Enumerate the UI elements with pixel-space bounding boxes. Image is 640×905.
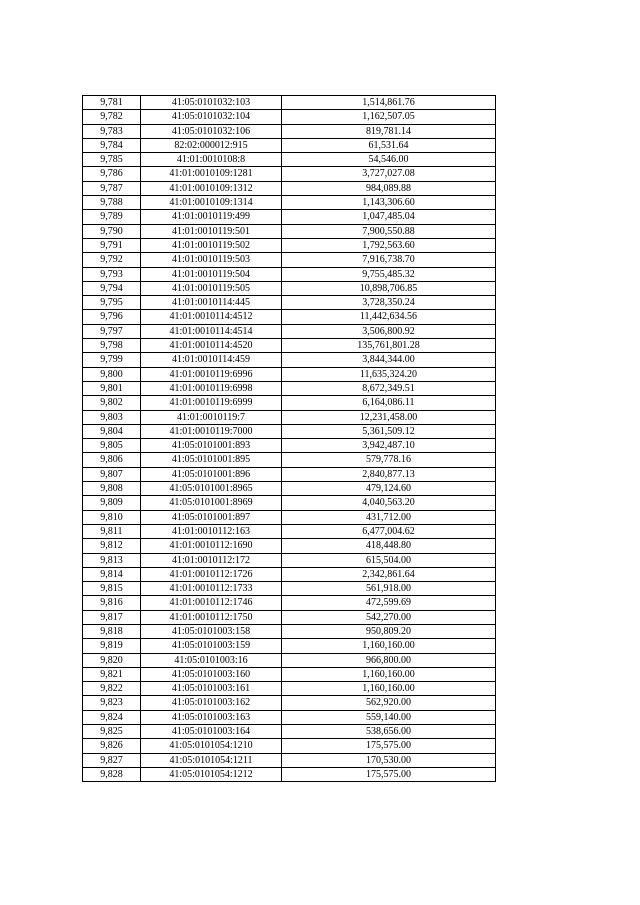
value-cell: 3,728,350.24 <box>282 296 496 310</box>
cadastral-number-cell: 41:01:0010114:4520 <box>141 339 282 353</box>
cadastral-number-cell: 41:01:0010114:4512 <box>141 310 282 324</box>
cadastral-number-cell: 41:05:0101003:162 <box>141 696 282 710</box>
cadastral-number-cell: 41:01:0010119:7000 <box>141 424 282 438</box>
table-row <box>83 267 496 281</box>
cadastral-number-cell: 41:05:0101001:897 <box>141 510 282 524</box>
table-row <box>83 167 496 181</box>
cadastral-number-cell: 41:01:0010119:502 <box>141 238 282 252</box>
cadastral-number-cell: 41:01:0010109:1281 <box>141 167 282 181</box>
table-row <box>83 553 496 567</box>
row-number-cell: 9,787 <box>83 181 141 195</box>
table-row <box>83 725 496 739</box>
cadastral-number-cell: 41:01:0010119:7 <box>141 410 282 424</box>
value-cell: 10,898,706.85 <box>282 281 496 295</box>
table-row <box>83 710 496 724</box>
cadastral-number-cell: 41:05:0101001:896 <box>141 467 282 481</box>
value-cell: 61,531.64 <box>282 138 496 152</box>
row-number-cell: 9,825 <box>83 725 141 739</box>
cadastral-number-cell: 41:01:0010112:163 <box>141 524 282 538</box>
cadastral-number-cell: 41:01:0010112:1750 <box>141 610 282 624</box>
value-cell: 1,792,563.60 <box>282 238 496 252</box>
cadastral-number-cell: 41:01:0010112:1726 <box>141 567 282 581</box>
row-number-cell: 9,823 <box>83 696 141 710</box>
table-row <box>83 639 496 653</box>
value-cell: 11,635,324.20 <box>282 367 496 381</box>
value-cell: 984,089.88 <box>282 181 496 195</box>
row-number-cell: 9,800 <box>83 367 141 381</box>
table-row <box>83 96 496 110</box>
cadastral-number-cell: 41:01:0010119:6999 <box>141 396 282 410</box>
row-number-cell: 9,783 <box>83 124 141 138</box>
row-number-cell: 9,818 <box>83 624 141 638</box>
cadastral-number-cell: 41:01:0010109:1312 <box>141 181 282 195</box>
row-number-cell: 9,799 <box>83 353 141 367</box>
value-cell: 561,918.00 <box>282 582 496 596</box>
row-number-cell: 9,808 <box>83 482 141 496</box>
row-number-cell: 9,792 <box>83 253 141 267</box>
table-row <box>83 482 496 496</box>
cadastral-number-cell: 41:05:0101001:893 <box>141 439 282 453</box>
value-cell: 2,840,877.13 <box>282 467 496 481</box>
row-number-cell: 9,781 <box>83 96 141 110</box>
cadastral-number-cell: 82:02:000012:915 <box>141 138 282 152</box>
row-number-cell: 9,804 <box>83 424 141 438</box>
value-cell: 431,712.00 <box>282 510 496 524</box>
row-number-cell: 9,788 <box>83 196 141 210</box>
cadastral-number-cell: 41:01:0010119:504 <box>141 267 282 281</box>
row-number-cell: 9,824 <box>83 710 141 724</box>
value-cell: 9,755,485.32 <box>282 267 496 281</box>
value-cell: 1,143,306.60 <box>282 196 496 210</box>
value-cell: 3,727,027.08 <box>282 167 496 181</box>
table-row <box>83 253 496 267</box>
row-number-cell: 9,784 <box>83 138 141 152</box>
row-number-cell: 9,809 <box>83 496 141 510</box>
row-number-cell: 9,782 <box>83 110 141 124</box>
cadastral-number-cell: 41:05:0101001:895 <box>141 453 282 467</box>
row-number-cell: 9,796 <box>83 310 141 324</box>
table-row <box>83 439 496 453</box>
value-cell: 1,160,160.00 <box>282 639 496 653</box>
table-row <box>83 410 496 424</box>
table-row <box>83 496 496 510</box>
row-number-cell: 9,811 <box>83 524 141 538</box>
value-cell: 559,140.00 <box>282 710 496 724</box>
table-row <box>83 624 496 638</box>
cadastral-number-cell: 41:05:0101054:1211 <box>141 753 282 767</box>
value-cell: 175,575.00 <box>282 739 496 753</box>
value-cell: 966,800.00 <box>282 653 496 667</box>
row-number-cell: 9,790 <box>83 224 141 238</box>
cadastral-number-cell: 41:05:0101054:1210 <box>141 739 282 753</box>
table-row <box>83 424 496 438</box>
table-row <box>83 324 496 338</box>
table-row <box>83 396 496 410</box>
value-cell: 6,477,004.62 <box>282 524 496 538</box>
row-number-cell: 9,786 <box>83 167 141 181</box>
table-row <box>83 367 496 381</box>
table-row <box>83 610 496 624</box>
table-row <box>83 110 496 124</box>
row-number-cell: 9,794 <box>83 281 141 295</box>
cadastral-number-cell: 41:01:0010112:172 <box>141 553 282 567</box>
cadastral-number-cell: 41:05:0101001:8969 <box>141 496 282 510</box>
row-number-cell: 9,805 <box>83 439 141 453</box>
cadastral-number-cell: 41:01:0010112:1690 <box>141 539 282 553</box>
row-number-cell: 9,812 <box>83 539 141 553</box>
cadastral-number-cell: 41:01:0010119:503 <box>141 253 282 267</box>
table-row <box>83 138 496 152</box>
table-row <box>83 310 496 324</box>
row-number-cell: 9,827 <box>83 753 141 767</box>
cadastral-number-cell: 41:01:0010119:6998 <box>141 381 282 395</box>
table-row <box>83 582 496 596</box>
table-row <box>83 210 496 224</box>
cadastral-number-cell: 41:01:0010109:1314 <box>141 196 282 210</box>
table-row <box>83 467 496 481</box>
table-row <box>83 296 496 310</box>
value-cell: 542,270.00 <box>282 610 496 624</box>
value-cell: 170,530.00 <box>282 753 496 767</box>
row-number-cell: 9,813 <box>83 553 141 567</box>
value-cell: 8,672,349.51 <box>282 381 496 395</box>
row-number-cell: 9,814 <box>83 567 141 581</box>
row-number-cell: 9,821 <box>83 667 141 681</box>
row-number-cell: 9,807 <box>83 467 141 481</box>
cadastral-value-table <box>82 95 496 782</box>
table-row <box>83 524 496 538</box>
cadastral-number-cell: 41:01:0010112:1746 <box>141 596 282 610</box>
cadastral-number-cell: 41:01:0010112:1733 <box>141 582 282 596</box>
row-number-cell: 9,801 <box>83 381 141 395</box>
table-body <box>83 96 496 782</box>
cadastral-number-cell: 41:05:0101054:1212 <box>141 767 282 781</box>
cadastral-number-cell: 41:05:0101003:159 <box>141 639 282 653</box>
row-number-cell: 9,803 <box>83 410 141 424</box>
value-cell: 54,546.00 <box>282 153 496 167</box>
value-cell: 615,504.00 <box>282 553 496 567</box>
value-cell: 1,160,160.00 <box>282 682 496 696</box>
value-cell: 479,124.60 <box>282 482 496 496</box>
value-cell: 135,761,801.28 <box>282 339 496 353</box>
table-row <box>83 753 496 767</box>
value-cell: 7,900,550.88 <box>282 224 496 238</box>
value-cell: 11,442,634.56 <box>282 310 496 324</box>
table-row <box>83 381 496 395</box>
table-row <box>83 153 496 167</box>
value-cell: 1,160,160.00 <box>282 667 496 681</box>
table-row <box>83 567 496 581</box>
table-row <box>83 739 496 753</box>
value-cell: 7,916,738.70 <box>282 253 496 267</box>
value-cell: 950,809.20 <box>282 624 496 638</box>
row-number-cell: 9,822 <box>83 682 141 696</box>
value-cell: 819,781.14 <box>282 124 496 138</box>
cadastral-number-cell: 41:01:0010119:6996 <box>141 367 282 381</box>
table-row <box>83 339 496 353</box>
cadastral-number-cell: 41:01:0010119:501 <box>141 224 282 238</box>
value-cell: 1,162,507.05 <box>282 110 496 124</box>
cadastral-number-cell: 41:01:0010114:459 <box>141 353 282 367</box>
table-row <box>83 596 496 610</box>
table-row <box>83 767 496 781</box>
table-row <box>83 682 496 696</box>
value-cell: 3,506,800.92 <box>282 324 496 338</box>
table-row <box>83 224 496 238</box>
row-number-cell: 9,815 <box>83 582 141 596</box>
cadastral-number-cell: 41:05:0101003:160 <box>141 667 282 681</box>
row-number-cell: 9,817 <box>83 610 141 624</box>
row-number-cell: 9,789 <box>83 210 141 224</box>
value-cell: 1,514,861.76 <box>282 96 496 110</box>
value-cell: 3,942,487.10 <box>282 439 496 453</box>
table-row <box>83 510 496 524</box>
row-number-cell: 9,826 <box>83 739 141 753</box>
value-cell: 6,164,086.11 <box>282 396 496 410</box>
value-cell: 579,778.16 <box>282 453 496 467</box>
cadastral-number-cell: 41:01:0010114:445 <box>141 296 282 310</box>
value-cell: 175,575.00 <box>282 767 496 781</box>
value-cell: 12,231,458.00 <box>282 410 496 424</box>
cadastral-number-cell: 41:05:0101003:164 <box>141 725 282 739</box>
row-number-cell: 9,802 <box>83 396 141 410</box>
value-cell: 418,448.80 <box>282 539 496 553</box>
table-row <box>83 667 496 681</box>
table-row <box>83 181 496 195</box>
row-number-cell: 9,791 <box>83 238 141 252</box>
row-number-cell: 9,828 <box>83 767 141 781</box>
cadastral-number-cell: 41:05:0101003:158 <box>141 624 282 638</box>
cadastral-number-cell: 41:05:0101032:106 <box>141 124 282 138</box>
cadastral-number-cell: 41:05:0101003:161 <box>141 682 282 696</box>
table-row <box>83 281 496 295</box>
table-row <box>83 238 496 252</box>
table-row <box>83 124 496 138</box>
table-row <box>83 653 496 667</box>
row-number-cell: 9,810 <box>83 510 141 524</box>
value-cell: 562,920.00 <box>282 696 496 710</box>
row-number-cell: 9,798 <box>83 339 141 353</box>
row-number-cell: 9,819 <box>83 639 141 653</box>
table-row <box>83 196 496 210</box>
row-number-cell: 9,793 <box>83 267 141 281</box>
row-number-cell: 9,820 <box>83 653 141 667</box>
table-row <box>83 353 496 367</box>
cadastral-number-cell: 41:05:0101003:16 <box>141 653 282 667</box>
row-number-cell: 9,785 <box>83 153 141 167</box>
value-cell: 4,040,563.20 <box>282 496 496 510</box>
row-number-cell: 9,797 <box>83 324 141 338</box>
table-row <box>83 539 496 553</box>
cadastral-number-cell: 41:01:0010114:4514 <box>141 324 282 338</box>
value-cell: 1,047,485.04 <box>282 210 496 224</box>
table-row <box>83 696 496 710</box>
row-number-cell: 9,795 <box>83 296 141 310</box>
cadastral-number-cell: 41:05:0101032:103 <box>141 96 282 110</box>
table-row <box>83 453 496 467</box>
cadastral-number-cell: 41:01:0010119:505 <box>141 281 282 295</box>
value-cell: 538,656.00 <box>282 725 496 739</box>
cadastral-number-cell: 41:05:0101003:163 <box>141 710 282 724</box>
value-cell: 3,844,344.00 <box>282 353 496 367</box>
cadastral-number-cell: 41:01:0010108:8 <box>141 153 282 167</box>
cadastral-number-cell: 41:01:0010119:499 <box>141 210 282 224</box>
row-number-cell: 9,816 <box>83 596 141 610</box>
value-cell: 5,361,509.12 <box>282 424 496 438</box>
value-cell: 472,599.69 <box>282 596 496 610</box>
cadastral-number-cell: 41:05:0101032:104 <box>141 110 282 124</box>
row-number-cell: 9,806 <box>83 453 141 467</box>
cadastral-number-cell: 41:05:0101001:8965 <box>141 482 282 496</box>
value-cell: 2,342,861.64 <box>282 567 496 581</box>
